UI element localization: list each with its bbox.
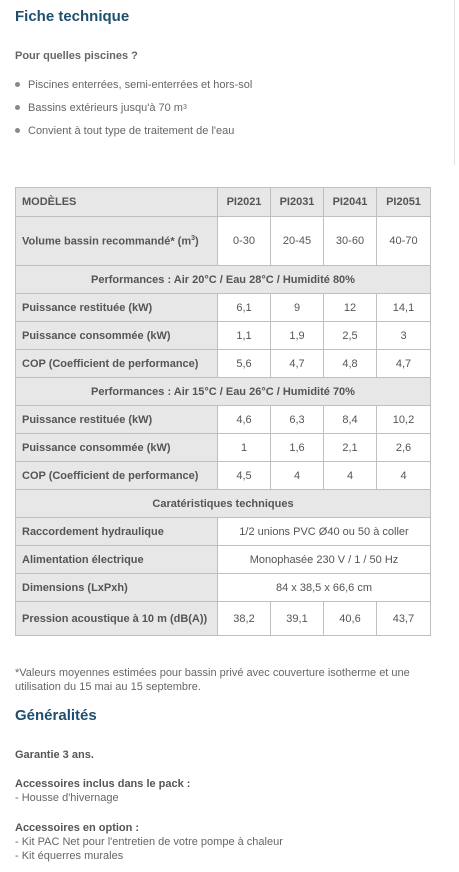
row-label: Puissance restituée (kW) <box>16 294 218 322</box>
cell-value: 4 <box>377 462 431 490</box>
section-header: Caratéristiques techniques <box>16 490 431 518</box>
models-header: MODÈLES <box>16 188 218 217</box>
spec-table <box>15 187 431 636</box>
pool-bullet-list <box>15 73 252 142</box>
cell-value: 4,5 <box>218 462 271 490</box>
row-label: COP (Coefficient de performance) <box>16 350 218 378</box>
cell-value: 30-60 <box>324 217 377 266</box>
table-row <box>16 434 431 462</box>
cell-value: 4,8 <box>324 350 377 378</box>
row-label: COP (Coefficient de performance) <box>16 462 218 490</box>
table-row <box>16 322 431 350</box>
list-item: Bassins extérieurs jusqu'à 70 m 3 <box>15 96 252 119</box>
section-header: Performances : Air 20°C / Eau 28°C / Humidité 80% <box>16 266 431 294</box>
table-row <box>16 350 431 378</box>
section-row <box>16 266 431 294</box>
cell-value: 2,6 <box>377 434 431 462</box>
cell-value: 0-30 <box>218 217 271 266</box>
generalites-title: Généralités <box>15 707 97 724</box>
cell-value: 20-45 <box>271 217 324 266</box>
row-label: Alimentation électrique <box>16 546 218 574</box>
row-label: Raccordement hydraulique <box>16 518 218 546</box>
side-divider <box>454 0 459 165</box>
cell-value: 2,5 <box>324 322 377 350</box>
cell-value: 14,1 <box>377 294 431 322</box>
list-item: Piscines enterrées, semi-enterrées et hors-sol <box>15 73 252 96</box>
table-row <box>16 546 431 574</box>
section-row <box>16 490 431 518</box>
cell-value: 1,9 <box>271 322 324 350</box>
fiche-title: Fiche technique <box>15 8 130 25</box>
cell-value: 38,2 <box>218 602 271 636</box>
cell-value: 2,1 <box>324 434 377 462</box>
cell-value: 3 <box>377 322 431 350</box>
section-header: Performances : Air 15°C / Eau 26°C / Humidité 70% <box>16 378 431 406</box>
cell-value: 1,1 <box>218 322 271 350</box>
cell-value: 4,7 <box>271 350 324 378</box>
cell-value: Monophasée 230 V / 1 / 50 Hz <box>218 546 431 574</box>
cell-value: 10,2 <box>377 406 431 434</box>
model-header: PI2021 <box>218 188 271 217</box>
optional-accessories <box>15 821 283 863</box>
row-label: Puissance consommée (kW) <box>16 322 218 350</box>
table-row <box>16 574 431 602</box>
cell-value: 40,6 <box>324 602 377 636</box>
list-item: - Kit équerres murales <box>15 850 124 862</box>
cell-value: 4 <box>324 462 377 490</box>
row-label: Puissance restituée (kW) <box>16 406 218 434</box>
cell-value: 43,7 <box>377 602 431 636</box>
cell-value: 39,1 <box>271 602 324 636</box>
table-row <box>16 294 431 322</box>
included-title: Accessoires inclus dans le pack : <box>15 778 191 790</box>
table-row <box>16 602 431 636</box>
footnote: *Valeurs moyennes estimées pour bassin privé avec couverture isotherme et une utilisation du 15 mai au 15 septembre. <box>15 667 410 693</box>
row-label: Dimensions (LxPxh) <box>16 574 218 602</box>
section-row <box>16 378 431 406</box>
row-label: Pression acoustique à 10 m (dB(A)) <box>16 602 218 636</box>
warranty-text: Garantie 3 ans. <box>15 749 94 761</box>
cell-value: 9 <box>271 294 324 322</box>
cell-value: 6,1 <box>218 294 271 322</box>
cell-value: 12 <box>324 294 377 322</box>
cell-value: 1/2 unions PVC Ø40 ou 50 à coller <box>218 518 431 546</box>
cell-value: 4 <box>271 462 324 490</box>
row-label: Puissance consommée (kW) <box>16 434 218 462</box>
model-header: PI2041 <box>324 188 377 217</box>
table-row <box>16 518 431 546</box>
list-item: - Kit PAC Net pour l'entretien de votre pompe à chaleur <box>15 836 283 848</box>
table-row <box>16 462 431 490</box>
bullet-icon <box>15 82 20 87</box>
table-row <box>16 406 431 434</box>
cell-value: 4,7 <box>377 350 431 378</box>
list-item: Convient à tout type de traitement de l'eau <box>15 119 252 142</box>
pool-question: Pour quelles piscines ? <box>15 50 138 62</box>
table-row <box>16 217 431 266</box>
included-accessories <box>15 777 190 805</box>
model-header: PI2051 <box>377 188 431 217</box>
bullet-icon <box>15 128 20 133</box>
cell-value: 6,3 <box>271 406 324 434</box>
cell-value: 1 <box>218 434 271 462</box>
option-title: Accessoires en option : <box>15 822 140 834</box>
model-header: PI2031 <box>271 188 324 217</box>
cell-value: 4,6 <box>218 406 271 434</box>
cell-value: 1,6 <box>271 434 324 462</box>
cell-value: 40-70 <box>377 217 431 266</box>
cell-value: 8,4 <box>324 406 377 434</box>
list-item: - Housse d'hivernage <box>15 792 119 804</box>
row-label: Volume bassin recommandé* $(m^3)$ <box>16 217 218 266</box>
cell-value: 84 x 38,5 x 66,6 cm <box>218 574 431 602</box>
bullet-icon <box>15 105 20 110</box>
table-header-row <box>16 188 431 217</box>
cell-value: 5,6 <box>218 350 271 378</box>
